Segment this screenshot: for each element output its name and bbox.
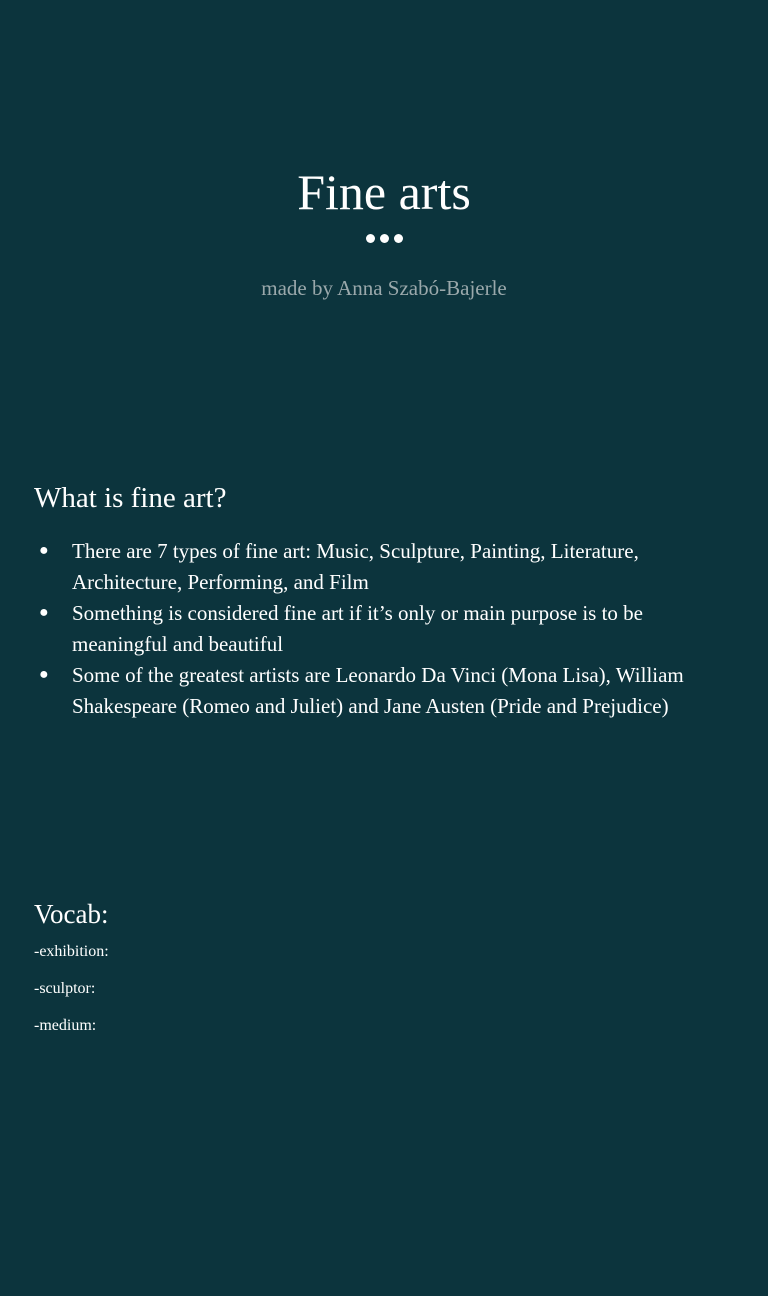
list-item: -sculptor: [34, 980, 96, 997]
list-item [34, 598, 739, 659]
bullet-icon: ● [39, 666, 49, 683]
slide-title: Fine arts [297, 164, 471, 220]
bullet-icon: ● [39, 542, 49, 559]
list-item: -medium: [34, 1017, 97, 1034]
list-item [34, 536, 739, 597]
intro-slide [0, 432, 768, 864]
bullet-text: Some of the greatest artists are Leonardo Da Vinci (Mona Lisa), William Shakespeare (Romeo and Juliet) and Jane Austen (Pride and Prejudice) [72, 663, 684, 718]
bullet-text: There are 7 types of fine art: Music, Sculpture, Painting, Literature, Architecture, Performing, and Film [72, 539, 639, 594]
slide-subtitle: made by Anna Szabó-Bajerle [261, 276, 507, 300]
vocab-slide [0, 864, 768, 1296]
list-item: -exhibition: [34, 943, 109, 960]
intro-bullet-list [34, 536, 739, 722]
title-dots-decoration [0, 234, 768, 243]
vocab-list [34, 943, 109, 1054]
dot-icon [380, 234, 389, 243]
dot-icon [366, 234, 375, 243]
vocab-heading: Vocab: [34, 899, 109, 929]
bullet-text: Something is considered fine art if it’s only or main purpose is to be meaningful and beautiful [72, 601, 643, 656]
list-item [34, 660, 739, 721]
bullet-icon: ● [39, 604, 49, 621]
title-slide [0, 0, 768, 432]
dot-icon [394, 234, 403, 243]
intro-heading: What is fine art? [34, 482, 227, 514]
